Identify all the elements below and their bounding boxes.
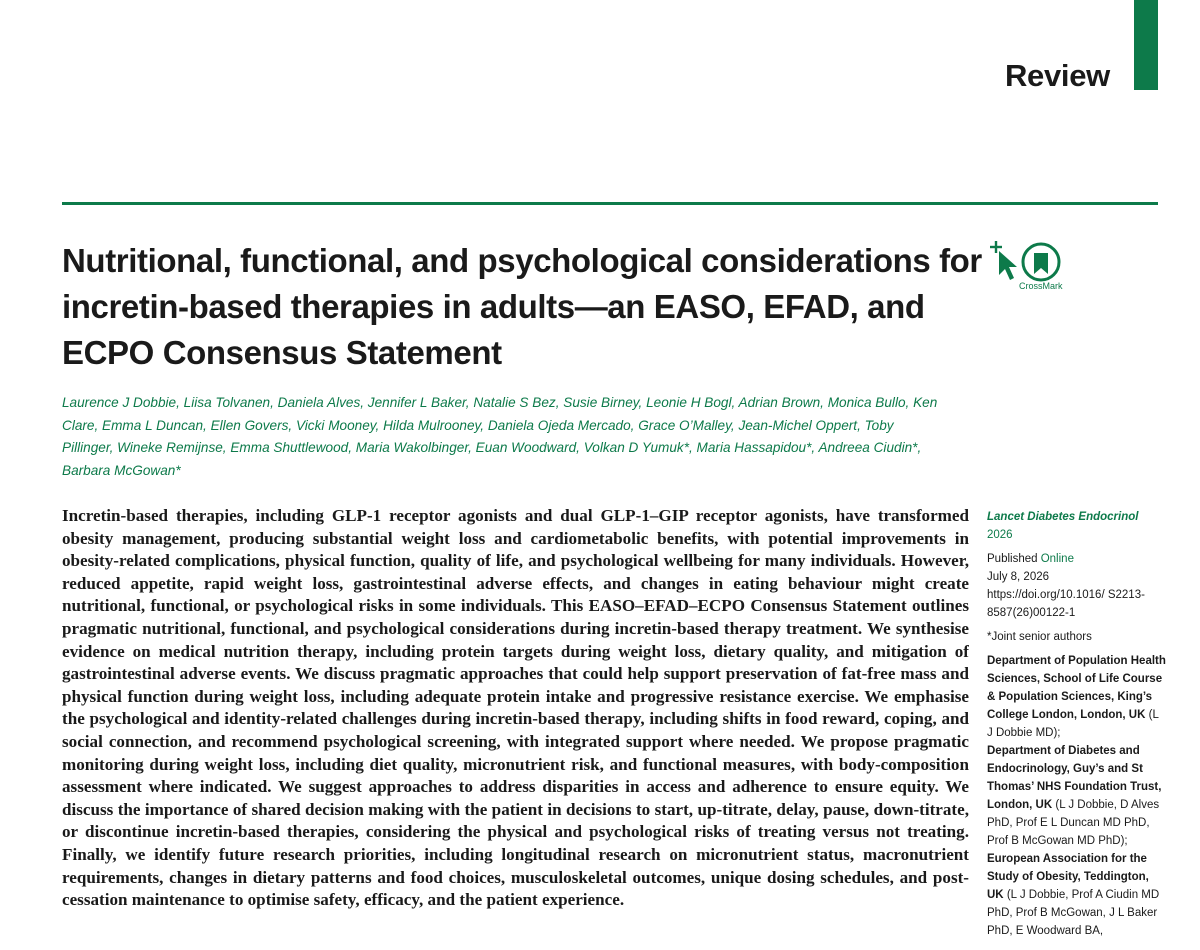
affiliation-members: (L J Dobbie MD); bbox=[987, 709, 1159, 739]
article-title: Nutritional, functional, and psychological considerations for incretin-based therapies in adults—an EASO, EFAD, and ECPO Consensus Statement bbox=[62, 242, 982, 371]
header-rule bbox=[62, 202, 1158, 205]
publication-date: July 8, 2026 bbox=[987, 571, 1050, 583]
journal-year: 2026 bbox=[987, 529, 1013, 541]
article-sidebar bbox=[987, 508, 1167, 950]
affiliation-name: Department of Population Health Sciences, School of Life Course & Population Sciences, King’s College London, London, UK bbox=[987, 655, 1166, 721]
journal-citation[interactable] bbox=[987, 508, 1167, 544]
publication-info bbox=[987, 550, 1167, 622]
section-label: Review bbox=[1004, 58, 1110, 93]
joint-senior-note: *Joint senior authors bbox=[987, 631, 1092, 643]
journal-name: Lancet Diabetes Endocrinol bbox=[987, 511, 1139, 523]
crossmark-badge[interactable] bbox=[985, 238, 1070, 294]
author-list: Laurence J Dobbie, Liisa Tolvanen, Daniela Alves, Jennifer L Baker, Natalie S Bez, Susie Birney, Leonie H Bogl, Adrian Brown, Monica Bullo, Ken Clare, Emma L Duncan, Ellen Govers, Vicki Mooney, Hilda Mulrooney, Daniela Ojeda Mercado, Grace O’Malley, Jean-Michel Oppert, Toby Pillinger, Wineke Remijnse, Emma Shuttlewood, Maria Wakolbinger, Euan Woodward, Volkan D Yumuk*, Maria Hassapidou*, Andreea Ciudin*, Barbara McGowan* bbox=[62, 395, 938, 478]
published-status: Online bbox=[1040, 553, 1074, 565]
affiliation-name: Department of Diabetes and Endocrinology, Guy’s and St Thomas’ NHS Foundation Trust, London, UK bbox=[987, 745, 1162, 811]
affiliation bbox=[987, 850, 1167, 940]
affiliation bbox=[987, 742, 1167, 850]
abstract: Incretin-based therapies, including GLP-1 receptor agonists and dual GLP-1–GIP receptor agonists, have transformed obesity management, producing substantial weight loss and cardiometabolic benefits, with potential improvements in obesity-related complications, physical function, quality of life, and psychological wellbeing for many individuals. However, reduced appetite, rapid weight loss, gastrointestinal adverse effects, and changes in eating behaviour might create nutritional, functional, or psychological risks in some individuals. This EASO–EFAD–ECPO Consensus Statement outlines pragmatic nutritional, functional, and psychological considerations during incretin-based therapy treatment. We synthesise evidence on medical nutrition therapy, including protein targets during weight loss, dietary quality, and mitigation of gastrointestinal adverse events. We discuss pragmatic approaches that could help support preservation of fat-free mass and physical function during weight loss, including adequate protein intake and progressive resistance exercise. We emphasise the psychological and identity-related challenges during incretin-based therapy, including shifts in food reward, coping, and social connection, and recommend psychological screening, with integrated support where needed. We propose pragmatic monitoring during weight loss, including diet quality, micronutrient risk, and functional measures, with body-composition assessment where indicated. We suggest approaches to address disparities in access and adherence to ensure equity. We discuss the importance of shared decision making with the patient in decisions to start, up-titrate, delay, pause, down-titrate, or discontinue incretin-based therapies, considering the physical and psychological risks of treating versus not treating. Finally, we identify future research priorities, including longitudinal research on micronutrient status, macronutrient requirements, changes in dietary patterns and food choices, musculoskeletal outcomes, unique dosing schedules, and post-cessation maintenance to optimise safety, efficacy, and the patient experience. bbox=[62, 506, 969, 910]
affiliation-name: European Association for the Study of Obesity, Teddington, UK bbox=[987, 853, 1149, 901]
published-label: Published bbox=[987, 553, 1038, 565]
affiliation bbox=[987, 652, 1167, 742]
affiliation-members: (L J Dobbie, D Alves PhD, Prof E L Duncan MD PhD, Prof B McGowan MD PhD); bbox=[987, 799, 1160, 847]
section-accent-bar bbox=[1134, 0, 1158, 90]
affiliation-members: (L J Dobbie, Prof A Ciudin MD PhD, Prof B McGowan, J L Baker PhD, E Woodward BA, bbox=[987, 889, 1160, 937]
crossmark-label: CrossMark bbox=[1019, 281, 1063, 291]
doi-link[interactable]: https://doi.org/10.1016/ S2213-8587(26)00122-1 bbox=[987, 589, 1145, 619]
